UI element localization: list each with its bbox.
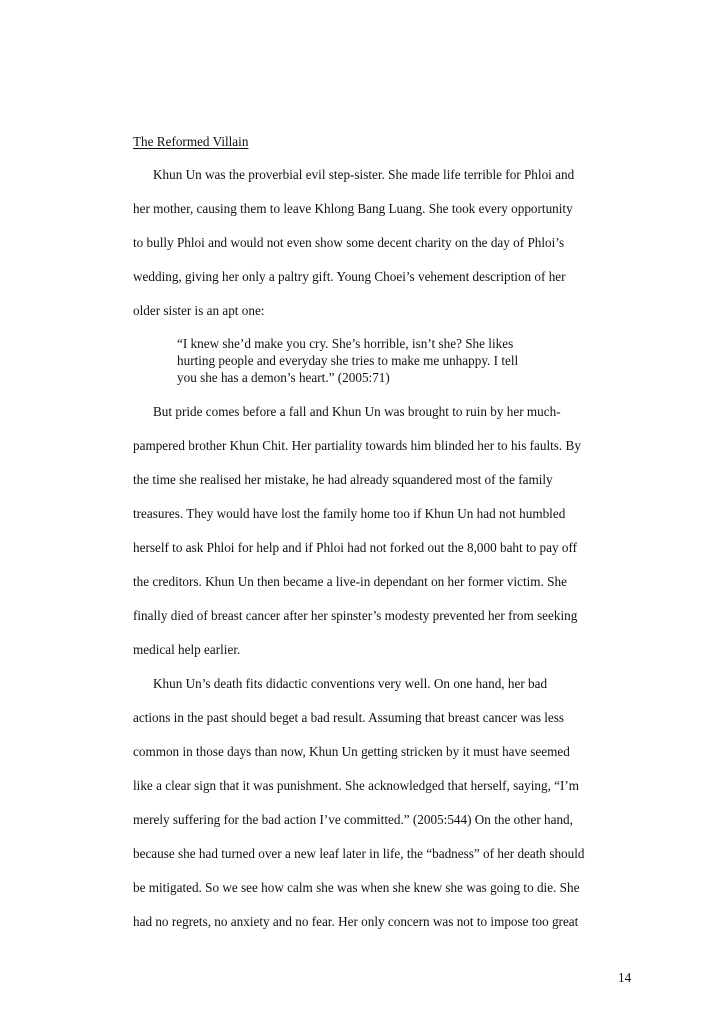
paragraph-2-line-5: herself to ask Phloi for help and if Phloi had not forked out the 8,000 baht to pay off (133, 540, 578, 555)
paragraph-2-line-1: But pride comes before a fall and Khun Un was brought to ruin by her much- (153, 404, 561, 419)
paragraph-3-line-2: actions in the past should beget a bad result. Assuming that breast cancer was less (133, 710, 565, 725)
block-quote-line-3: you she has a demon’s heart.” (2005:71) (177, 370, 390, 385)
paragraph-1-line-5: older sister is an apt one: (133, 303, 265, 318)
paragraph-2-line-2: pampered brother Khun Chit. Her partiality towards him blinded her to his faults. By (133, 438, 581, 453)
paragraph-2-line-7: finally died of breast cancer after her spinster’s modesty prevented her from seeking (133, 608, 578, 623)
page-number: 14 (618, 970, 632, 985)
paragraph-1-line-4: wedding, giving her only a paltry gift. Young Choei’s vehement description of her (133, 269, 566, 284)
block-quote-line-1: “I knew she’d make you cry. She’s horrible, isn’t she? She likes (177, 336, 514, 351)
section-heading: The Reformed Villain (133, 134, 249, 149)
paragraph-3-line-1: Khun Un’s death fits didactic conventions very well. On one hand, her bad (153, 676, 548, 691)
paragraph-2-line-8: medical help earlier. (133, 642, 241, 657)
paragraph-3-line-6: because she had turned over a new leaf later in life, the “badness” of her death should (133, 846, 585, 861)
paragraph-1-line-1: Khun Un was the proverbial evil step-sister. She made life terrible for Phloi and (153, 167, 575, 182)
paragraph-3-line-7: be mitigated. So we see how calm she was when she knew she was going to die. She (133, 880, 580, 895)
paragraph-3-line-5: merely suffering for the bad action I’ve committed.” (2005:544) On the other hand, (133, 812, 573, 827)
paragraph-2-line-3: the time she realised her mistake, he had already squandered most of the family (133, 472, 553, 487)
paragraph-3-line-8: had no regrets, no anxiety and no fear. Her only concern was not to impose too great (133, 914, 579, 929)
paragraph-2-line-4: treasures. They would have lost the family home too if Khun Un had not humbled (133, 506, 566, 521)
paragraph-2-line-6: the creditors. Khun Un then became a live-in dependant on her former victim. She (133, 574, 567, 589)
paragraph-1-line-2: her mother, causing them to leave Khlong Bang Luang. She took every opportunity (133, 201, 573, 216)
paragraph-3-line-3: common in those days than now, Khun Un getting stricken by it must have seemed (133, 744, 570, 759)
paragraph-3-line-4: like a clear sign that it was punishment. She acknowledged that herself, saying, “I’m (133, 778, 580, 793)
block-quote-line-2: hurting people and everyday she tries to make me unhappy. I tell (177, 353, 519, 368)
paragraph-1-line-3: to bully Phloi and would not even show some decent charity on the day of Phloi’s (133, 235, 565, 250)
